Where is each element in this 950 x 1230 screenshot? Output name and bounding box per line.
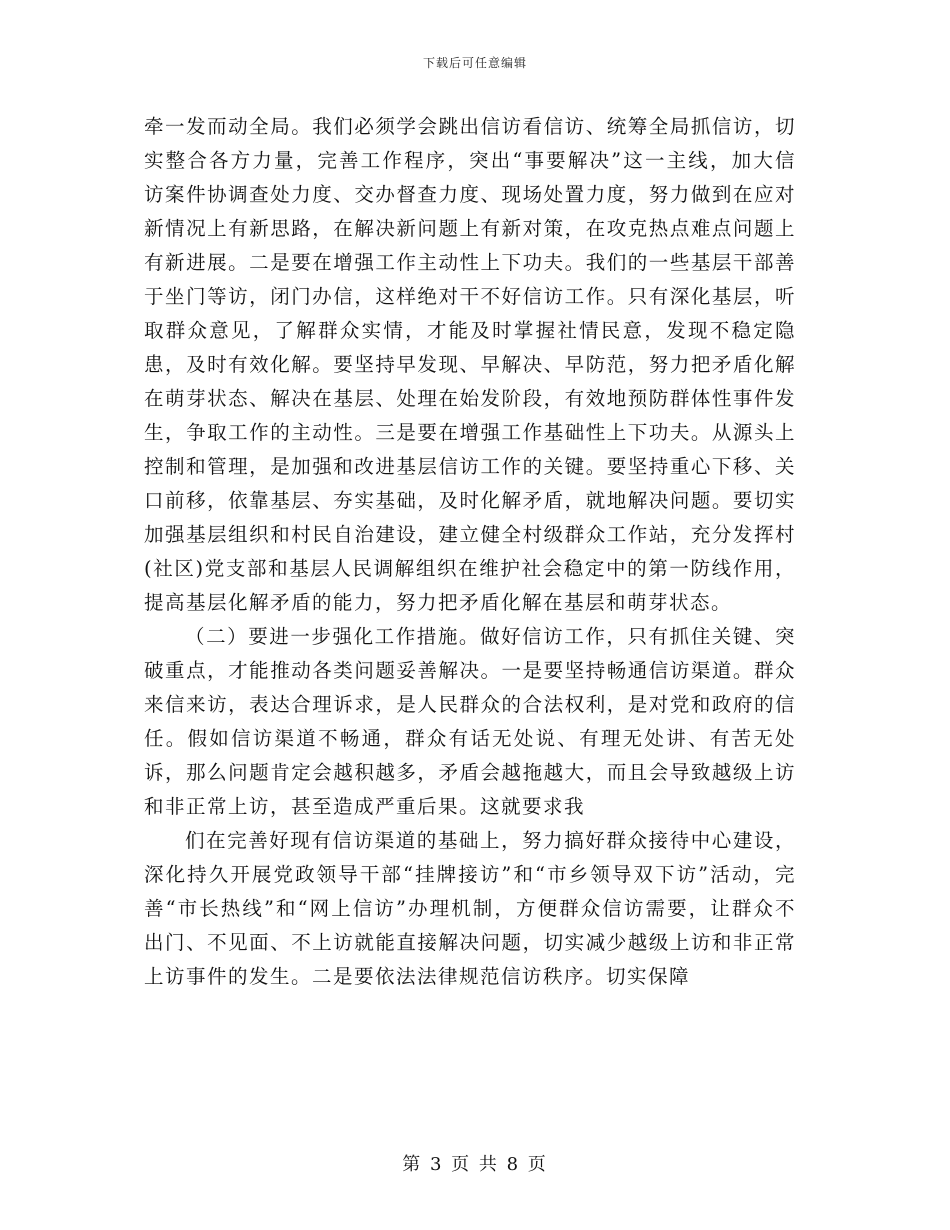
page-header-note: 下载后可任意编辑 bbox=[422, 56, 527, 70]
current-page-number: 3 bbox=[429, 1154, 444, 1175]
page-number bbox=[0, 1150, 950, 1176]
page-label-prefix: 第 bbox=[402, 1154, 423, 1175]
paragraph-3: 们在完善好现有信访渠道的基础上，努力搞好群众接待中心建设，深化持久开展党政领导干部“挂牌接访”和“市乡领导双下访”活动，完善“市长热线”和“网上信访”办理机制，方便群众信访需要，让群众不出门、不见面、不上访就能直接解决问题，切实减少越级上访和非正常上访事件的发生。二是要依法法律规范信访秩序。切实保障 bbox=[144, 829, 796, 988]
paragraph-1: 牵一发而动全局。我们必须学会跳出信访看信访、统筹全局抓信访，切实整合各方力量，完善工作程序，突出“事要解决”这一主线，加大信访案件协调查处力度、交办督查力度、现场处置力度，努力做到在应对新情况上有新思路，在解决新问题上有新对策，在攻克热点难点问题上有新进展。二是要在增强工作主动性上下功夫。我们的一些基层干部善于坐门等访，闭门办信，这样绝对干不好信访工作。只有深化基层，听取群众意见，了解群众实情，才能及时掌握社情民意，发现不稳定隐患，及时有效化解。要坚持早发现、早解决、早防范，努力把矛盾化解在萌芽状态、解决在基层、处理在始发阶段，有效地预防群体性事件发生，争取工作的主动性。三是要在增强工作基础性上下功夫。从源头上控制和管理，是加强和改进基层信访工作的关键。要坚持重心下移、关口前移，依靠基层、夯实基础，及时化解矛盾，就地解决问题。要切实加强基层组织和村民自治建设，建立健全村级群众工作站，充分发挥村(社区)党支部和基层人民调解组织在维护社会稳定中的第一防线作用，提高基层化解矛盾的能力，努力把矛盾化解在基层和萌芽状态。 bbox=[144, 115, 796, 614]
total-pages-number: 8 bbox=[506, 1154, 521, 1175]
page-label-suffix: 页 bbox=[527, 1154, 548, 1175]
document-body bbox=[144, 110, 796, 994]
paragraph-2: （二）要进一步强化工作措施。做好信访工作，只有抓住关键、突破重点，才能推动各类问题妥善解决。一是要坚持畅通信访渠道。群众来信来访，表达合理诉求，是人民群众的合法权利，是对党和政府的信任。假如信访渠道不畅通，群众有话无处说、有理无处讲、有苦无处诉，那么问题肯定会越积越多，矛盾会越拖越大，而且会导致越级上访和非正常上访，甚至造成严重后果。这就要求我 bbox=[144, 625, 796, 818]
page-label-mid: 页 共 bbox=[451, 1154, 499, 1175]
